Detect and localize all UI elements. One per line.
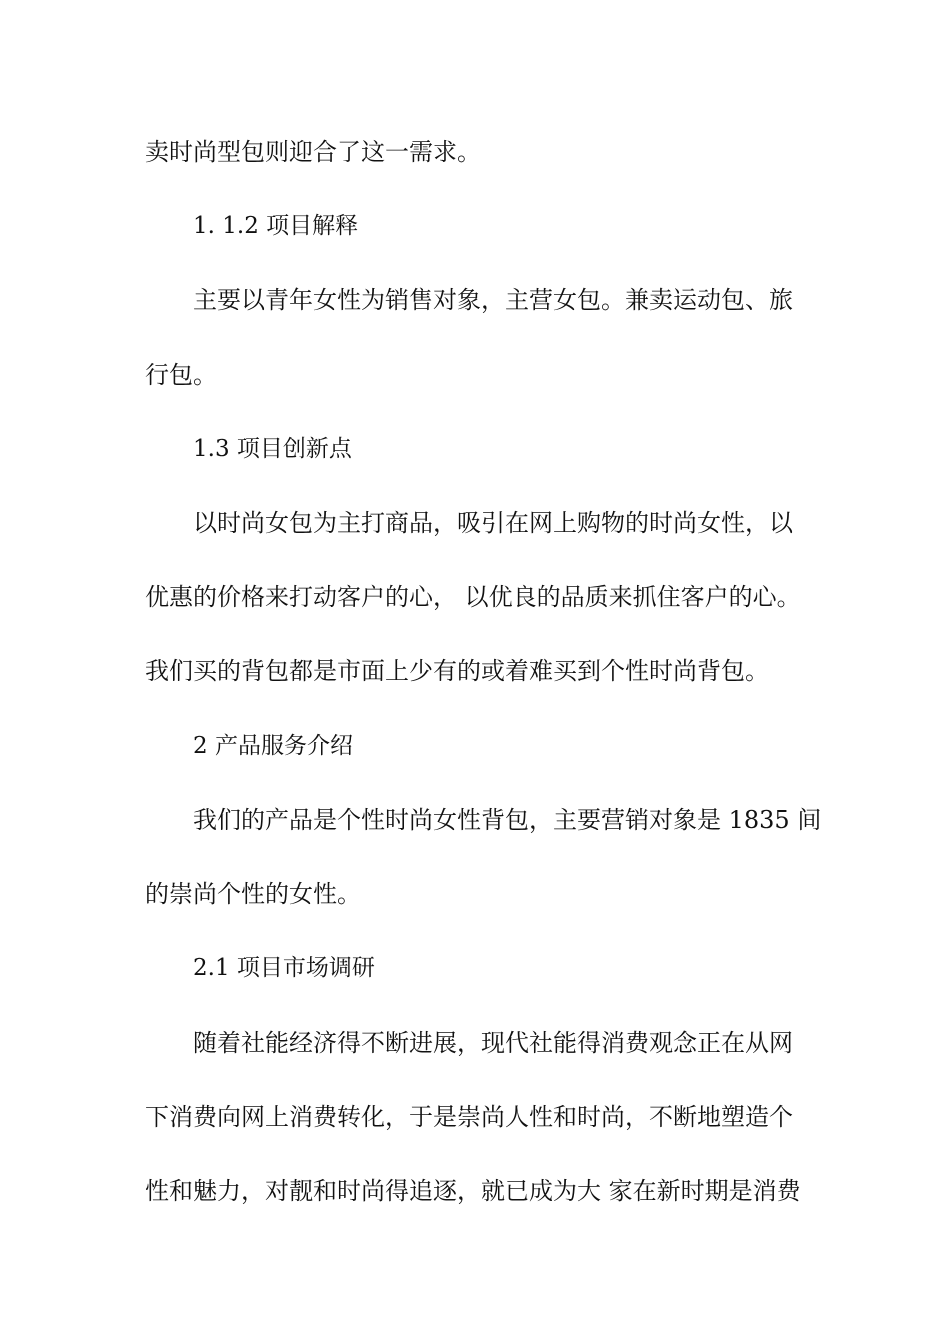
paragraph-line: 以时尚女包为主打商品，吸引在网上购物的时尚女性，以	[193, 509, 793, 537]
section-heading-1-3: 1.3 项目创新点	[193, 436, 352, 462]
paragraph-line: 性和魅力，对靓和时尚得追逐，就已成为大 家在新时期是消费	[145, 1177, 801, 1205]
paragraph-line: 我们买的背包都是市面上少有的或着难买到个性时尚背包。	[145, 657, 769, 685]
paragraph-line: 下消费向网上消费转化，于是崇尚人性和时尚，不断地塑造个	[145, 1103, 793, 1131]
section-heading-2-1: 2.1 项目市场调研	[193, 955, 375, 981]
paragraph-line: 我们的产品是个性时尚女性背包，主要营销对象是 1835 间	[193, 806, 822, 834]
paragraph-line: 随着社能经济得不断进展，现代社能得消费观念正在从网	[193, 1029, 793, 1057]
section-heading-1-1-2: 1. 1.2 项目解释	[193, 213, 359, 239]
paragraph-line: 行包。	[145, 361, 217, 389]
paragraph-line: 卖时尚型包则迎合了这一需求。	[145, 138, 481, 166]
section-heading-2: 2 产品服务介绍	[193, 733, 353, 759]
paragraph-line: 的崇尚个性的女性。	[145, 880, 361, 908]
paragraph-line: 优惠的价格来打动客户的心， 以优良的品质来抓住客户的心。	[145, 583, 801, 611]
paragraph-line: 主要以青年女性为销售对象，主营女包。兼卖运动包、旅	[193, 286, 793, 314]
